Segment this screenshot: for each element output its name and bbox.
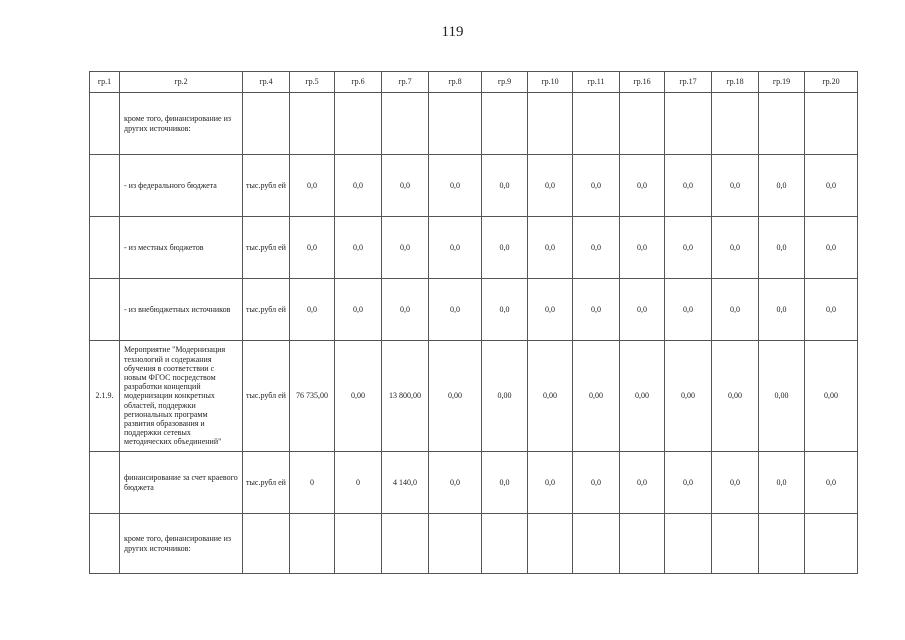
value-cell: 0,0 xyxy=(759,217,805,279)
column-header: гр.11 xyxy=(573,72,620,93)
value-cell: 0,0 xyxy=(335,217,382,279)
value-cell xyxy=(665,93,712,155)
value-cell: 0,00 xyxy=(573,341,620,452)
value-cell: 0,0 xyxy=(290,217,335,279)
value-cell: 0,0 xyxy=(335,155,382,217)
description-cell: финансирование за счет краевого бюджета xyxy=(120,452,243,514)
value-cell: 0,0 xyxy=(482,452,528,514)
value-cell: 0,0 xyxy=(573,279,620,341)
value-cell: 76 735,00 xyxy=(290,341,335,452)
table-row xyxy=(90,93,858,155)
table-row xyxy=(90,341,858,452)
value-cell: 0,0 xyxy=(429,279,482,341)
value-cell: 0,0 xyxy=(429,217,482,279)
value-cell: 0,0 xyxy=(805,452,858,514)
value-cell xyxy=(429,93,482,155)
column-header: гр.19 xyxy=(759,72,805,93)
value-cell: 0,0 xyxy=(712,279,759,341)
value-cell xyxy=(429,514,482,574)
unit-cell: тыс.рубл ей xyxy=(243,217,290,279)
table-row xyxy=(90,452,858,514)
value-cell xyxy=(805,514,858,574)
unit-cell: тыс.рубл ей xyxy=(243,452,290,514)
column-header: гр.20 xyxy=(805,72,858,93)
value-cell xyxy=(290,93,335,155)
column-header: гр.6 xyxy=(335,72,382,93)
value-cell: 0,0 xyxy=(620,279,665,341)
value-cell: 0,0 xyxy=(382,155,429,217)
column-header: гр.7 xyxy=(382,72,429,93)
budget-table xyxy=(89,71,858,574)
value-cell: 0,0 xyxy=(290,279,335,341)
value-cell xyxy=(528,514,573,574)
value-cell: 0,0 xyxy=(382,217,429,279)
value-cell: 0,00 xyxy=(482,341,528,452)
value-cell: 0,0 xyxy=(528,452,573,514)
value-cell: 4 140,0 xyxy=(382,452,429,514)
value-cell: 13 800,00 xyxy=(382,341,429,452)
value-cell: 0,0 xyxy=(429,155,482,217)
column-header: гр.8 xyxy=(429,72,482,93)
value-cell: 0 xyxy=(290,452,335,514)
value-cell: 0,0 xyxy=(573,155,620,217)
row-number-cell xyxy=(90,279,120,341)
value-cell: 0,00 xyxy=(528,341,573,452)
value-cell xyxy=(335,93,382,155)
value-cell: 0 xyxy=(335,452,382,514)
value-cell: 0,0 xyxy=(528,155,573,217)
row-number-cell xyxy=(90,155,120,217)
value-cell: 0,00 xyxy=(712,341,759,452)
value-cell: 0,0 xyxy=(620,452,665,514)
value-cell: 0,0 xyxy=(573,452,620,514)
value-cell xyxy=(573,93,620,155)
value-cell: 0,0 xyxy=(805,155,858,217)
value-cell xyxy=(482,514,528,574)
value-cell xyxy=(290,514,335,574)
header-row xyxy=(90,72,858,93)
row-number-cell xyxy=(90,452,120,514)
value-cell xyxy=(382,93,429,155)
value-cell xyxy=(759,93,805,155)
value-cell: 0,0 xyxy=(482,279,528,341)
value-cell: 0,00 xyxy=(335,341,382,452)
unit-cell: тыс.рубл ей xyxy=(243,341,290,452)
value-cell xyxy=(620,514,665,574)
value-cell: 0,0 xyxy=(290,155,335,217)
value-cell xyxy=(712,93,759,155)
unit-cell: тыс.рубл ей xyxy=(243,155,290,217)
value-cell xyxy=(528,93,573,155)
row-number-cell xyxy=(90,93,120,155)
value-cell: 0,0 xyxy=(712,452,759,514)
value-cell: 0,00 xyxy=(620,341,665,452)
value-cell: 0,0 xyxy=(805,217,858,279)
value-cell: 0,0 xyxy=(620,217,665,279)
value-cell: 0,0 xyxy=(429,452,482,514)
value-cell xyxy=(573,514,620,574)
value-cell xyxy=(665,514,712,574)
table-row xyxy=(90,155,858,217)
value-cell: 0,0 xyxy=(712,155,759,217)
value-cell: 0,00 xyxy=(805,341,858,452)
value-cell: 0,0 xyxy=(665,155,712,217)
value-cell: 0,0 xyxy=(665,452,712,514)
column-header: гр.4 xyxy=(243,72,290,93)
table-row xyxy=(90,279,858,341)
row-number-cell: 2.1.9. xyxy=(90,341,120,452)
value-cell: 0,0 xyxy=(335,279,382,341)
value-cell: 0,0 xyxy=(620,155,665,217)
value-cell xyxy=(759,514,805,574)
description-cell: - из местных бюджетов xyxy=(120,217,243,279)
column-header: гр.16 xyxy=(620,72,665,93)
value-cell: 0,0 xyxy=(482,155,528,217)
value-cell: 0,00 xyxy=(759,341,805,452)
column-header: гр.9 xyxy=(482,72,528,93)
column-header: гр.1 xyxy=(90,72,120,93)
value-cell xyxy=(712,514,759,574)
table-body xyxy=(90,93,858,574)
value-cell xyxy=(620,93,665,155)
row-number-cell xyxy=(90,217,120,279)
value-cell: 0,00 xyxy=(665,341,712,452)
value-cell: 0,0 xyxy=(528,217,573,279)
column-header: гр.5 xyxy=(290,72,335,93)
value-cell: 0,0 xyxy=(712,217,759,279)
value-cell: 0,00 xyxy=(429,341,482,452)
table-row xyxy=(90,514,858,574)
column-header: гр.18 xyxy=(712,72,759,93)
value-cell xyxy=(805,93,858,155)
row-number-cell xyxy=(90,514,120,574)
value-cell: 0,0 xyxy=(759,452,805,514)
value-cell: 0,0 xyxy=(665,217,712,279)
description-cell: кроме того, финансирование из других источников: xyxy=(120,514,243,574)
value-cell: 0,0 xyxy=(759,279,805,341)
column-header: гр.10 xyxy=(528,72,573,93)
unit-cell: тыс.рубл ей xyxy=(243,279,290,341)
value-cell: 0,0 xyxy=(482,217,528,279)
value-cell: 0,0 xyxy=(528,279,573,341)
value-cell xyxy=(482,93,528,155)
unit-cell xyxy=(243,514,290,574)
table-row xyxy=(90,217,858,279)
description-cell: кроме того, финансирование из других источников: xyxy=(120,93,243,155)
column-header: гр.2 xyxy=(120,72,243,93)
value-cell: 0,0 xyxy=(573,217,620,279)
page-number: 119 xyxy=(441,24,464,40)
description-cell: - из внебюджетных источников xyxy=(120,279,243,341)
value-cell xyxy=(382,514,429,574)
value-cell: 0,0 xyxy=(665,279,712,341)
column-header: гр.17 xyxy=(665,72,712,93)
value-cell xyxy=(335,514,382,574)
description-cell: Мероприятие "Модернизация технологий и содержания обучения в соответствии с новым ФГОС посредством разработки концепций модернизации конкретных областей, поддержки региональных программ развития образования и поддержки сетевых методических объединений" xyxy=(120,341,243,452)
value-cell: 0,0 xyxy=(759,155,805,217)
value-cell: 0,0 xyxy=(805,279,858,341)
description-cell: - из федерального бюджета xyxy=(120,155,243,217)
unit-cell xyxy=(243,93,290,155)
value-cell: 0,0 xyxy=(382,279,429,341)
